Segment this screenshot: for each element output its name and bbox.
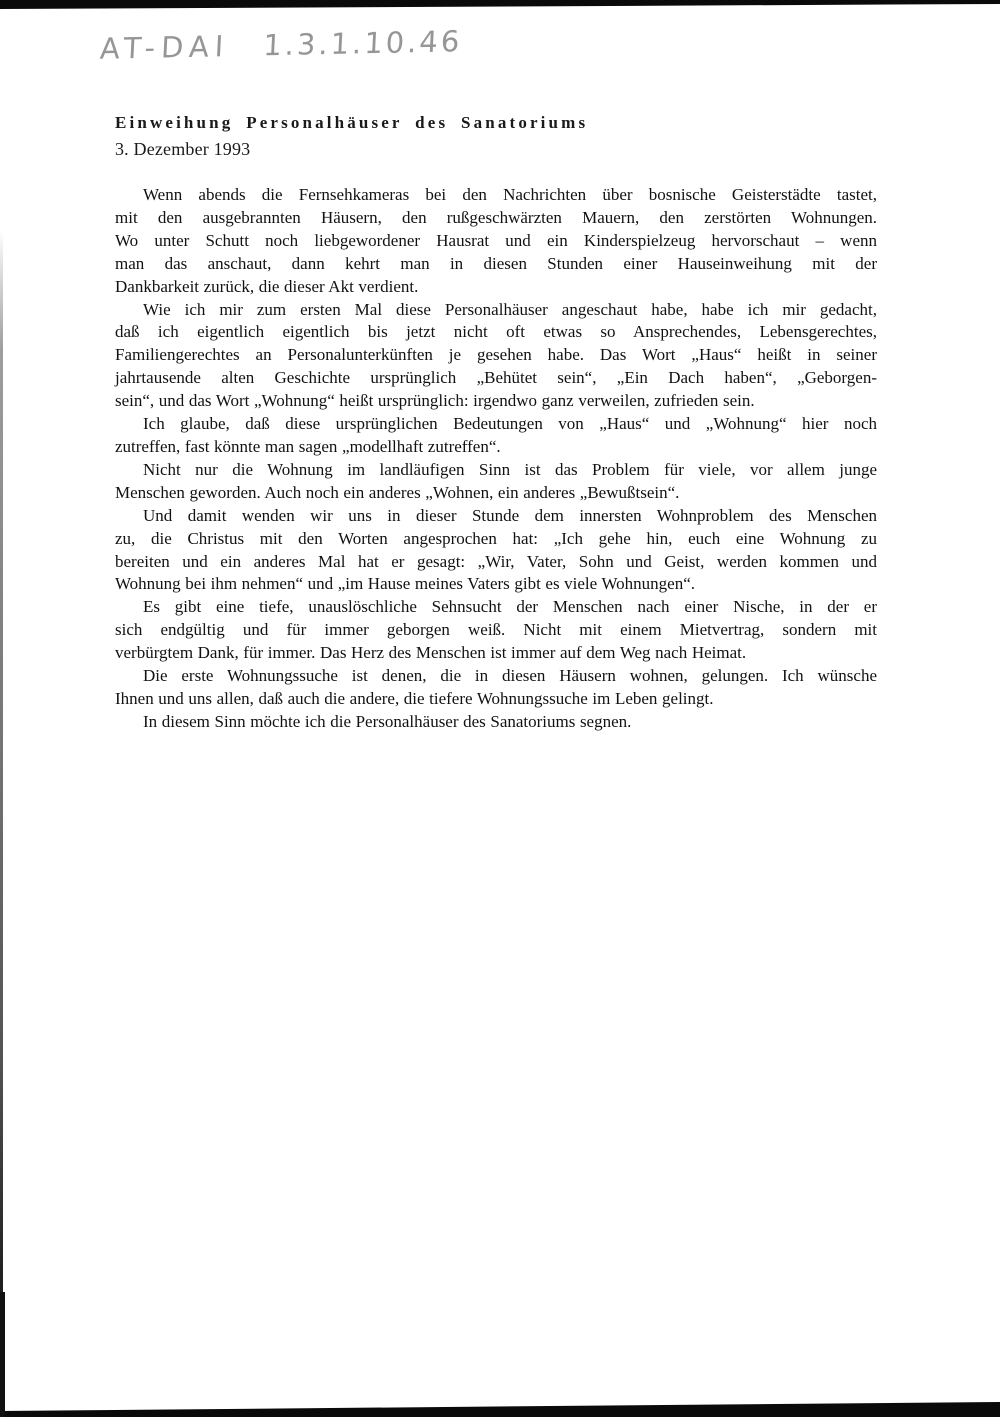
text-line: Wie ich mir zum ersten Mal diese Personalhäuser angeschaut habe, habe ich mir gedacht, (143, 299, 877, 319)
document-body (115, 184, 877, 734)
text-line: sich endgültig und für immer geborgen weiß. Nicht mit einem Mietvertrag, sondern mit (115, 620, 877, 640)
text-line: Es gibt eine tiefe, unauslöschliche Sehnsucht der Menschen nach einer Nische, in der er (143, 597, 877, 617)
paragraph (115, 413, 877, 459)
text-line: Dankbarkeit zurück, die dieser Akt verdient. (115, 276, 419, 296)
paragraph (115, 299, 877, 414)
text-line: Familiengerechtes an Personalunterkünften je gesehen habe. Das Wort „Haus“ heißt in seiner (115, 345, 877, 365)
text-line: daß ich eigentlich eigentlich bis jetzt nicht oft etwas so Ansprechendes, Lebensgerechtes, (115, 322, 877, 342)
text-line: Wo unter Schutt noch liebgewordener Hausrat und ein Kinderspielzeug hervorschaut – wenn (115, 230, 877, 250)
paragraph (115, 711, 877, 734)
text-line: verbürgtem Dank, für immer. Das Herz des Menschen ist immer auf dem Weg nach Heimat. (115, 643, 747, 663)
text-line: Nicht nur die Wohnung im landläufigen Sinn ist das Problem für viele, vor allem junge (143, 459, 877, 479)
text-line: Und damit wenden wir uns in dieser Stunde dem innersten Wohnproblem des Menschen (143, 505, 877, 525)
text-line: jahrtausende alten Geschichte ursprünglich „Behütet sein“, „Ein Dach haben“, „Geborgen- (115, 368, 877, 388)
scan-edge-bottom (0, 1399, 1000, 1417)
text-line: In diesem Sinn möchte ich die Personalhäuser des Sanatoriums segnen. (143, 711, 632, 731)
text-line: zu, die Christus mit den Worten angesprochen hat: „Ich gehe hin, euch eine Wohnung zu (115, 528, 877, 548)
text-line: mit den ausgebrannten Häusern, den rußgeschwärzten Mauern, den zerstörten Wohnungen. (115, 207, 877, 227)
text-line: Wohnung bei ihm nehmen“ und „im Hause meines Vaters gibt es viele Wohnungen“. (115, 574, 696, 594)
paragraph (115, 596, 877, 665)
text-line: Menschen geworden. Auch noch ein anderes „Wohnen, ein anderes „Bewußtsein“. (115, 482, 680, 502)
text-line: Die erste Wohnungssuche ist denen, die in diesen Häusern wohnen, gelungen. Ich wünsche (143, 666, 877, 686)
scan-edge-left-corner (0, 1292, 5, 1417)
scan-edge-left (0, 230, 3, 1417)
archive-mark-number: 1.3.1.10.46 (262, 24, 464, 63)
document-date: 3. Dezember 1993 (115, 139, 251, 159)
paragraph (115, 505, 877, 597)
text-line: bereiten und ein anderes Mal hat er gesagt: „Wir, Vater, Sohn und Geist, werden kommen und (115, 551, 877, 571)
text-line: sein“, und das Wort „Wohnung“ heißt ursprünglich: irgendwo ganz verweilen, zufrieden sein. (115, 391, 755, 411)
text-line: Ich glaube, daß diese ursprünglichen Bedeutungen von „Haus“ und „Wohnung“ hier noch (143, 414, 877, 434)
archive-mark-code: AT-DAI (99, 29, 231, 66)
text-line: Ihnen und uns allen, daß auch die andere, die tiefere Wohnungssuche im Leben gelingt. (115, 688, 714, 708)
text-line: zutreffen, fast könnte man sagen „modellhaft zutreffen“. (115, 436, 501, 456)
archive-mark-handwritten (99, 24, 463, 66)
document-title: Einweihung Personalhäuser des Sanatoriums (115, 113, 589, 132)
paragraph (115, 184, 877, 299)
text-line: Wenn abends die Fernsehkameras bei den Nachrichten über bosnische Geisterstädte tastet, (143, 185, 877, 204)
text-line: man das anschaut, dann kehrt man in diesen Stunden einer Hauseinweihung mit der (115, 253, 877, 273)
scan-edge-top (0, 0, 1000, 10)
paragraph (115, 459, 877, 505)
paragraph (115, 665, 877, 711)
